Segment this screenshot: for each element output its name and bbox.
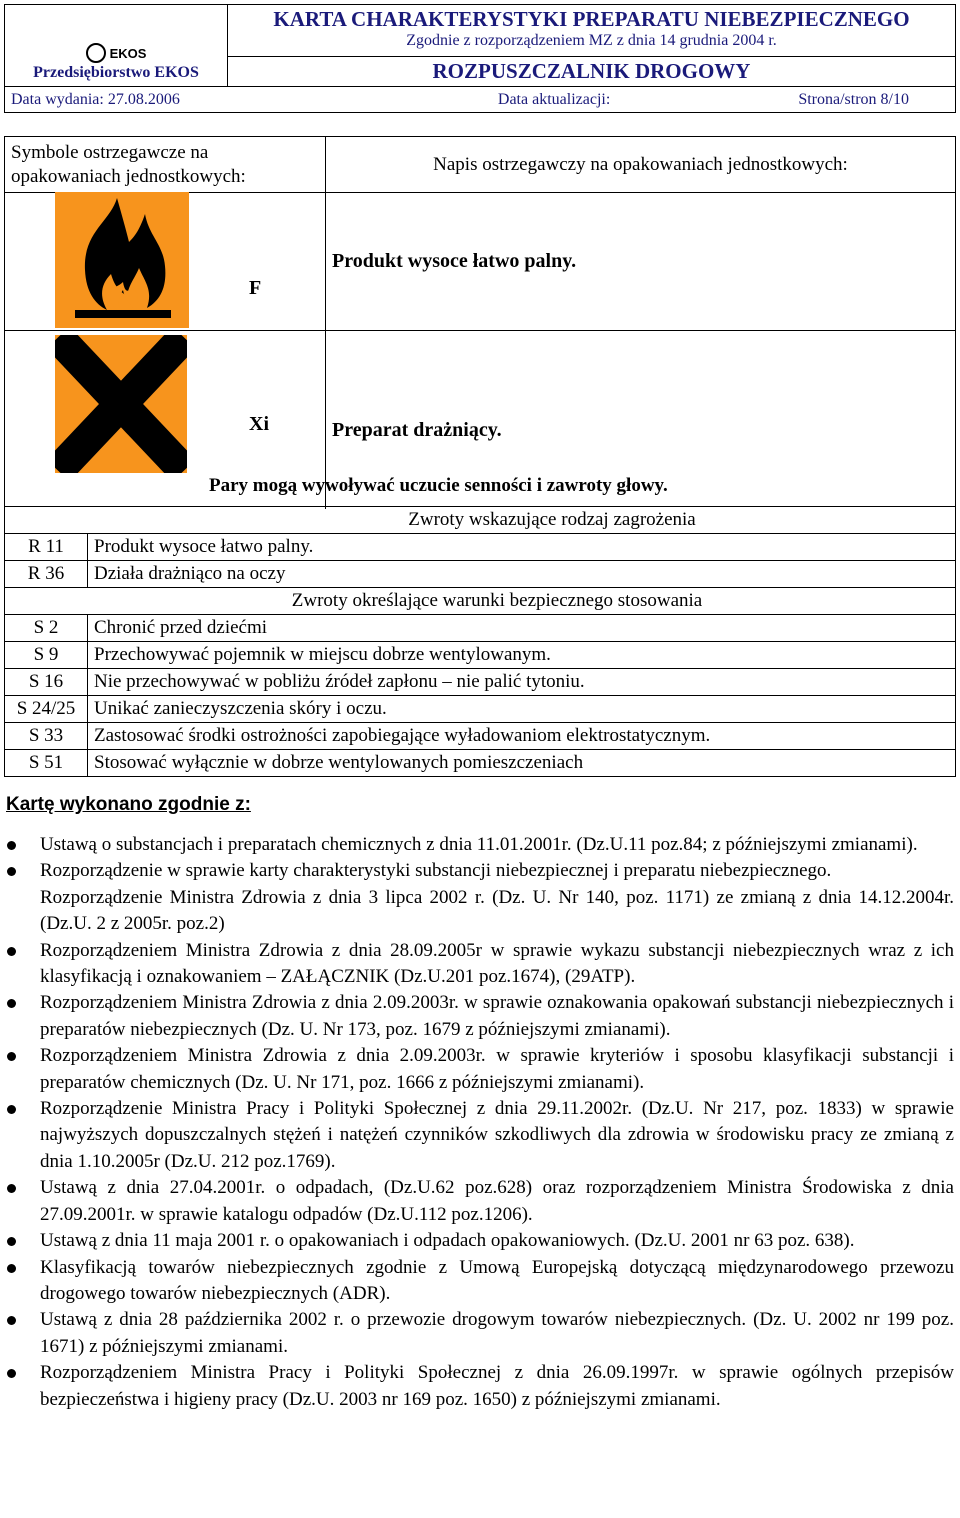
company-logo: EKOS <box>5 42 227 64</box>
list-item: Klasyfikacją towarów niebezpiecznych zgodnie z Umową Europejską dotyczącą międzynarodowego przewozu drogowego towarów niebezpiecznych (ADR). <box>4 1255 954 1308</box>
bullet-icon <box>7 841 16 850</box>
bullet-icon <box>7 1052 16 1061</box>
document-title: KARTA CHARAKTERYSTYKI PREPARATU NIEBEZPIECZNEGO <box>273 7 910 31</box>
safety-heading: Zwroty określające warunki bezpiecznego stosowania <box>5 588 956 615</box>
company-name: Przedsiębiorstwo EKOS <box>33 64 199 81</box>
table-row <box>5 723 956 750</box>
list-item: Rozporządzeniem Ministra Zdrowia z dnia 28.09.2005r w sprawie wykazu substancji niebezpiecznych wraz z ich klasyfikacją i oznakowaniem – ZAŁĄCZNIK (Dz.U.201 poz.1674), (29ATP). <box>4 938 954 991</box>
risk-heading: Zwroty wskazujące rodzaj zagrożenia <box>5 507 956 534</box>
safety-code: S 24/25 <box>5 696 88 723</box>
document-subtitle: Zgodnie z rozporządzeniem MZ z dnia 14 grudnia 2004 r. <box>406 32 777 49</box>
list-item: Ustawą z dnia 11 maja 2001 r. o opakowaniach i odpadach opakowaniowych. (Dz.U. 2001 nr 63 poz. 638). <box>4 1228 954 1254</box>
safety-code: S 16 <box>5 669 88 696</box>
bullet-icon <box>7 1237 16 1246</box>
date-row <box>5 87 956 113</box>
list-item: Ustawą z dnia 27.04.2001r. o odpadach, (Dz.U.62 poz.628) oraz rozporządzeniem Ministra Środowiska z dnia 27.09.2001r. w sprawie katalogu odpadów (Dz.U.112 poz.1206). <box>4 1175 954 1228</box>
table-row <box>5 696 956 723</box>
safety-text: Unikać zanieczyszczenia skóry i oczu. <box>88 696 956 723</box>
table-row <box>5 534 956 561</box>
symbols-table <box>4 136 956 509</box>
company-cell <box>5 5 228 87</box>
symbol-cell-f <box>5 193 326 331</box>
list-item: Rozporządzeniem Ministra Zdrowia z dnia 2.09.2003r. w sprawie oznakowania opakowań substancji niebezpiecznych i preparatów niebezpiecznych (Dz. U. Nr 173, poz. 1679 z późniejszymi zmianami). <box>4 990 954 1043</box>
safety-code: S 9 <box>5 642 88 669</box>
safety-text: Przechowywać pojemnik w miejscu dobrze wentylowanym. <box>88 642 956 669</box>
risk-code: R 11 <box>5 534 88 561</box>
flame-icon <box>55 192 189 328</box>
bullet-icon <box>7 1264 16 1273</box>
list-item: Ustawą z dnia 28 października 2002 r. o przewozie drogowym towarów niebezpiecznych. (Dz. U. 2002 nr 199 poz. 1671) z późniejszymi zmianami. <box>4 1307 954 1360</box>
risk-text: Produkt wysoce łatwo palny. <box>88 534 956 561</box>
risk-code: R 36 <box>5 561 88 588</box>
document-header <box>4 4 956 113</box>
cross-icon <box>55 335 187 473</box>
warning-text-f: Produkt wysoce łatwo palny. <box>326 193 956 331</box>
risk-text: Działa drażniąco na oczy <box>88 561 956 588</box>
basis-heading: Kartę wykonano zgodnie z: <box>6 794 251 815</box>
symbols-col2-header: Napis ostrzegawczy na opakowaniach jednostkowych: <box>326 137 956 193</box>
safety-code: S 33 <box>5 723 88 750</box>
table-row <box>5 750 956 777</box>
symbols-col1-header: Symbole ostrzegawcze na opakowaniach jednostkowych: <box>5 137 326 193</box>
list-item: Rozporządzenie Ministra Pracy i Polityki Społecznej z dnia 29.11.2002r. (Dz.U. Nr 217, poz. 1833) w sprawie najwyższych dopuszczalnych stężeń i natężeń czynników szkodliwych dla zdrowia w środowisku pracy ze zmianą z dnia 1.10.2005r (Dz.U. 212 poz.1769). <box>4 1096 954 1175</box>
bullet-icon <box>7 867 16 876</box>
safety-text: Nie przechowywać w pobliżu źródeł zapłonu – nie palić tytoniu. <box>88 669 956 696</box>
list-item: Ustawą o substancjach i preparatach chemicznych z dnia 11.01.2001r. (Dz.U.11 poz.84; z późniejszymi zmianami). <box>4 832 954 858</box>
table-row <box>5 642 956 669</box>
bullet-icon <box>7 1184 16 1193</box>
safety-text: Zastosować środki ostrożności zapobiegające wyładowaniom elektrostatycznym. <box>88 723 956 750</box>
list-item: Rozporządzeniem Ministra Pracy i Polityki Społecznej z dnia 26.09.1997r. w sprawie ogólnych przepisów bezpieczeństwa i higieny pracy (Dz.U. 2003 nr 169 poz. 1650) z późniejszymi zmianami. <box>4 1360 954 1413</box>
symbol-code-f: F <box>249 277 262 299</box>
symbol-code-xi: Xi <box>249 413 269 435</box>
safety-text: Chronić przed dziećmi <box>88 615 956 642</box>
safety-text: Stosować wyłącznie w dobrze wentylowanych pomieszczeniach <box>88 750 956 777</box>
product-name: ROZPUSZCZALNIK DROGOWY <box>228 57 956 87</box>
bullet-icon <box>7 1316 16 1325</box>
warning-text-xi: Preparat drażniący. <box>326 331 956 509</box>
issue-date: Data wydania: 27.08.2006 <box>11 90 180 108</box>
title-cell <box>228 5 956 57</box>
safety-code: S 51 <box>5 750 88 777</box>
list-item: Rozporządzeniem Ministra Zdrowia z dnia 2.09.2003r. w sprawie kryteriów i sposobu klasyfikacji substancji i preparatów chemicznych (Dz. U. Nr 171, poz. 1666 z późniejszymi zmianami). <box>4 1043 954 1096</box>
table-row <box>5 615 956 642</box>
table-row <box>5 561 956 588</box>
list-item: Rozporządzenie w sprawie karty charakterystyki substancji niebezpiecznej i preparatu niebezpiecznego. Rozporządzenie Ministra Zdrowia z dnia 3 lipca 2002 r. (Dz. U. Nr 140, poz. 1171) ze zmianą z dnia 14.12.2004r. (Dz.U. 2 z 2005r. poz.2) <box>4 858 954 937</box>
extra-warning: Pary mogą wywoływać uczucie senności i zawroty głowy. <box>209 475 668 496</box>
bullet-icon <box>7 999 16 1008</box>
basis-list <box>4 832 954 1413</box>
bullet-icon <box>7 1369 16 1378</box>
bullet-icon <box>7 1105 16 1114</box>
page-number: Strona/stron 8/10 <box>798 90 909 108</box>
update-date: Data aktualizacji: <box>497 90 611 108</box>
basis-list-container <box>4 832 954 1413</box>
logo-mark-icon <box>86 43 106 63</box>
phrases-table <box>4 506 956 777</box>
safety-code: S 2 <box>5 615 88 642</box>
table-row <box>5 669 956 696</box>
bullet-icon <box>7 947 16 956</box>
